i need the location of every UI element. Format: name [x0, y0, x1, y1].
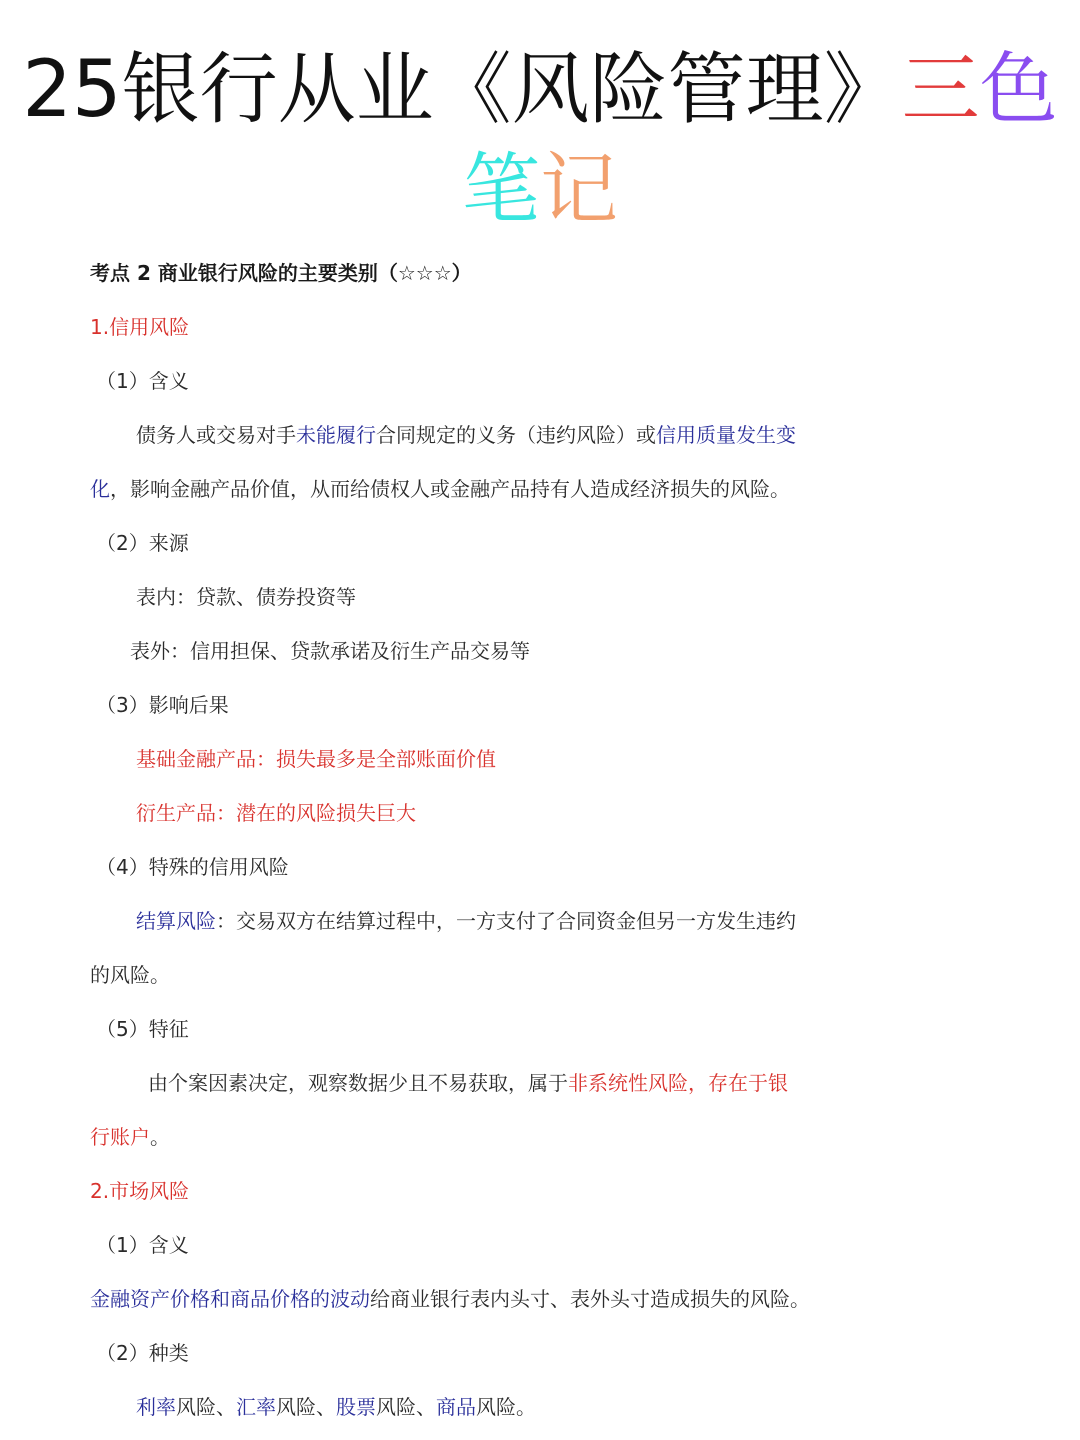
highlight-blue: 化 [90, 477, 110, 501]
market-definition [90, 1284, 810, 1314]
credit-effect-basic: 基础金融产品：损失最多是全部账面价值 [136, 747, 496, 771]
title-main: 25银行从业《风险管理》 [22, 45, 902, 135]
title-accent-orange: 记 [540, 145, 619, 235]
subheading-credit-effect: （3）影响后果 [96, 693, 229, 717]
highlight-red: 非系统性风险，存在于银 [568, 1071, 788, 1095]
credit-effect-derivative: 衍生产品：潜在的风险损失巨大 [136, 801, 416, 825]
subheading-market-types: （2）种类 [96, 1341, 189, 1365]
text-span: 风险。 [476, 1395, 536, 1419]
credit-definition-line1 [136, 420, 796, 450]
text-span: 风险、 [276, 1395, 336, 1419]
type-exchange-rate: 汇率 [236, 1395, 276, 1419]
text-span: 给商业银行表内头寸、表外头寸造成损失的风险。 [370, 1287, 810, 1311]
text-span: 风险、 [176, 1395, 236, 1419]
subheading-special-credit-risk: （4）特殊的信用风险 [96, 855, 289, 879]
highlight-blue: 信用质量发生变 [656, 423, 796, 447]
highlight-blue: 金融资产价格和商品价格的波动 [90, 1287, 370, 1311]
type-commodity: 商品 [436, 1395, 476, 1419]
title-accent-red: 三 [901, 45, 980, 135]
title-accent-purple: 色 [979, 45, 1058, 135]
text-span: ，影响金融产品价值，从而给债权人或金融产品持有人造成经济损失的风险。 [110, 477, 790, 501]
type-stock: 股票 [336, 1395, 376, 1419]
text-span: ：交易双方在结算过程中，一方支付了合同资金但另一方发生违约 [216, 909, 796, 933]
highlight-red: 行账户 [90, 1125, 150, 1149]
credit-source-onbalance: 表内：贷款、债券投资等 [136, 585, 356, 609]
highlight-blue: 结算风险 [136, 909, 216, 933]
topic-heading: 考点 2 商业银行风险的主要类别（☆☆☆） [90, 261, 472, 285]
page-title [0, 40, 1080, 140]
credit-feature-line1 [148, 1068, 788, 1098]
credit-feature-line2 [90, 1122, 170, 1152]
highlight-blue: 未能履行 [296, 423, 376, 447]
text-span: 合同规定的义务（违约风险）或 [376, 423, 656, 447]
title-accent-cyan: 笔 [461, 145, 540, 235]
section-heading-credit-risk: 1.信用风险 [90, 315, 190, 339]
subheading-credit-source: （2）来源 [96, 531, 189, 555]
subheading-credit-meaning: （1）含义 [96, 369, 189, 393]
type-interest-rate: 利率 [136, 1395, 176, 1419]
page-title-line2 [0, 140, 1080, 240]
section-heading-market-risk: 2.市场风险 [90, 1179, 190, 1203]
settlement-risk-line2: 的风险。 [90, 963, 170, 987]
subheading-credit-feature: （5）特征 [96, 1017, 189, 1041]
settlement-risk-line1 [136, 906, 796, 936]
text-span: 风险、 [376, 1395, 436, 1419]
text-span: 由个案因素决定，观察数据少且不易获取，属于 [148, 1071, 568, 1095]
credit-definition-line2 [90, 474, 790, 504]
market-risk-types [136, 1392, 536, 1422]
text-span: 。 [150, 1125, 170, 1149]
text-span: 债务人或交易对手 [136, 423, 296, 447]
credit-source-offbalance: 表外：信用担保、贷款承诺及衍生产品交易等 [130, 639, 530, 663]
subheading-market-meaning: （1）含义 [96, 1233, 189, 1257]
